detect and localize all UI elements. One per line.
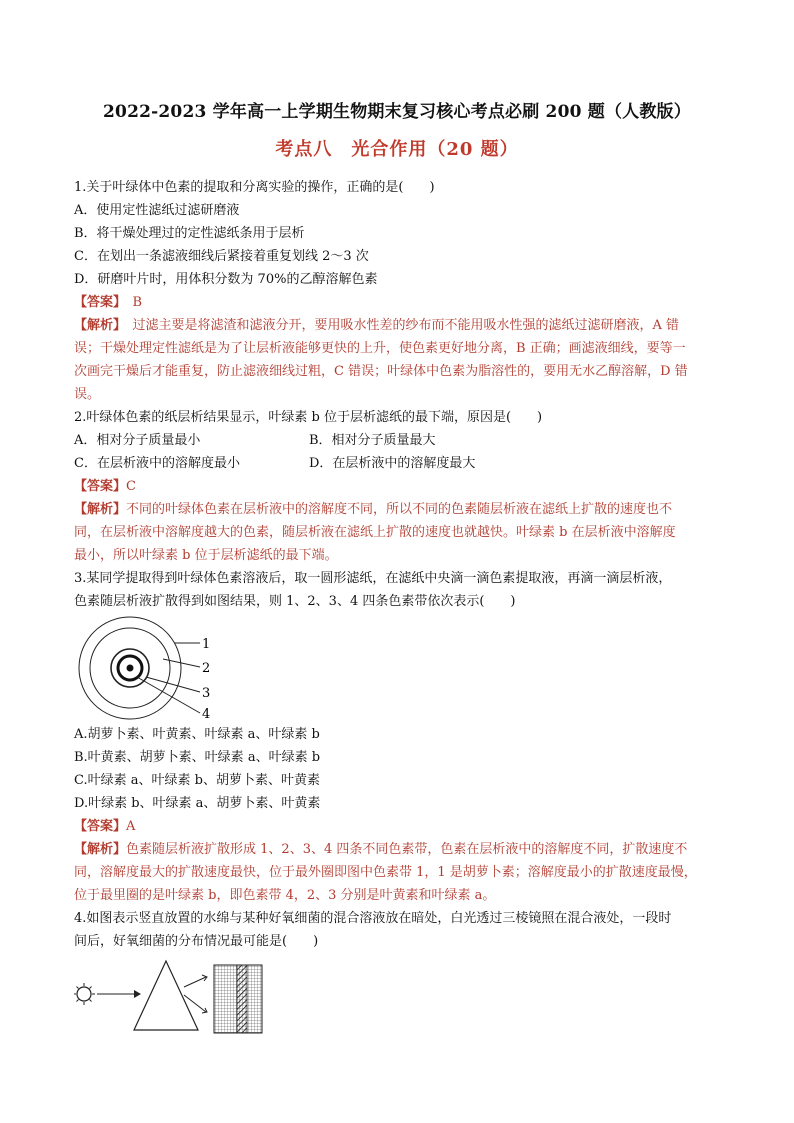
option-d: D．研磨叶片时，用体积分数为 70%的乙醇溶解色素 <box>74 272 378 287</box>
figure-label-2: 2 <box>202 661 211 676</box>
option-a: A．使用定性滤纸过滤研磨液 <box>74 203 240 218</box>
spirogyra-strip <box>237 965 247 1033</box>
page-title: 2022-2023 学年高一上学期生物期末复习核心考点必刷 200 题（人教版） <box>103 102 691 122</box>
answer-tag: 【答案】 <box>74 819 127 834</box>
chromatography-figure <box>74 613 724 723</box>
option-b: B.叶黄素、胡萝卜素、叶绿素 a、叶绿素 b <box>74 750 321 765</box>
analysis-line: 最小，所以叶绿素 b 位于层析滤纸的最下端。 <box>74 548 338 563</box>
dispersed-ray <box>184 977 206 987</box>
page-subtitle: 考点八 光合作用（20 题） <box>275 139 519 160</box>
concentric-rings-diagram <box>74 613 244 723</box>
option-d: D．在层析液中的溶解度最大 <box>309 456 476 471</box>
question-4 <box>74 907 724 1037</box>
prism-light-diagram <box>74 957 304 1035</box>
answer-row <box>74 475 724 498</box>
question-stem: 2.叶绿体色素的纸层析结果显示，叶绿素 b 位于层析滤纸的最下端，原因是( ) <box>74 410 543 425</box>
analysis-line: 【解析】色素随层析液扩散形成 1、2、3、4 四条不同色素带，色素在层析液中的溶解度不同，扩散速度不 <box>74 842 688 857</box>
answer-tag: 【答案】 <box>74 295 120 310</box>
option-c: C．在划出一条滤液细线后紧接着重复划线 2～3 次 <box>74 249 369 264</box>
analysis-tag: 【解析】 <box>74 842 127 857</box>
question-1 <box>74 176 724 406</box>
analysis-line: 【解析】不同的叶绿体色素在层析液中的溶解度不同，所以不同的色素随层析液在滤纸上扩散的速度也不 <box>74 502 673 517</box>
option-b: B．相对分子质量最大 <box>309 433 436 448</box>
arrow-head-icon <box>134 990 141 998</box>
options-row <box>74 452 724 475</box>
question-2 <box>74 406 724 567</box>
analysis-line: 误。 <box>74 387 101 402</box>
analysis-line: 位于最里圈的是叶绿素 b，即色素带 4，2、3 分别是叶黄素和叶绿素 a。 <box>74 888 496 903</box>
answer-row <box>74 815 724 838</box>
analysis-line: 同，溶解度最大的扩散速度最快，位于最外圈即图中色素带 1，1 是胡萝卜素；溶解度最小的扩散速度最慢， <box>74 865 697 880</box>
figure-label-1: 1 <box>202 637 211 652</box>
analysis-tag: 【解析】 <box>74 502 127 517</box>
analysis-line: 同，在层析液中溶解度越大的色素，随层析液在滤纸上扩散的速度也就越快。叶绿素 b 在层析液中溶解度 <box>74 525 676 540</box>
option-b: B．将干燥处理过的定性滤纸条用于层析 <box>74 226 305 241</box>
prism-figure <box>74 957 724 1037</box>
prism-triangle <box>134 961 198 1030</box>
analysis-line: 【解析】 过滤主要是将滤渣和滤液分开，要用吸水性差的纱布而不能用吸水性强的滤纸过滤研磨液，A 错 <box>74 318 680 333</box>
option-a: A．相对分子质量最小 <box>74 433 201 448</box>
figure-label-3: 3 <box>202 686 211 701</box>
leader-line-3 <box>146 677 200 692</box>
question-stem: 3.某同学提取得到叶绿体色素溶液后，取一圆形滤纸，在滤纸中央滴一滴色素提取液，再滴一滴层析液， <box>74 571 672 586</box>
dispersed-ray <box>184 995 206 1012</box>
answer-value: A <box>126 819 136 834</box>
answer-row <box>74 291 724 314</box>
option-c: C.叶绿素 a、叶绿素 b、胡萝卜素、叶黄素 <box>74 773 320 788</box>
leader-line-4 <box>137 677 200 713</box>
center-spot <box>127 665 134 672</box>
question-3 <box>74 567 724 907</box>
leader-line-2 <box>163 659 200 667</box>
sun-icon <box>74 983 95 1005</box>
question-list <box>74 176 724 1037</box>
option-d: D.叶绿素 b、叶绿素 a、胡萝卜素、叶黄素 <box>74 796 321 811</box>
answer-value: B <box>119 295 143 310</box>
question-stem: 色素随层析液扩散得到如图结果，则 1、2、3、4 四条色素带依次表示( ) <box>74 594 516 609</box>
option-a: A.胡萝卜素、叶黄素、叶绿素 a、叶绿素 b <box>74 727 320 742</box>
figure-label-4: 4 <box>202 707 211 722</box>
analysis-tag: 【解析】 <box>74 318 120 333</box>
question-stem: 间后，好氧细菌的分布情况最可能是( ) <box>74 934 319 949</box>
analysis-line: 次画完干燥后才能重复，防止滤液细线过粗，C 错误；叶绿体中色素为脂溶性的，要用无水乙醇溶解，D 错 <box>74 364 688 379</box>
option-c: C．在层析液中的溶解度最小 <box>74 456 240 471</box>
analysis-line: 误；干燥处理定性滤纸是为了让层析液能够更快的上升，使色素更好地分离，B 正确；画滤液细线，要等一 <box>74 341 686 356</box>
question-stem: 4.如图表示竖直放置的水绵与某种好氧细菌的混合溶液放在暗处，白光透过三棱镜照在混合液处，一段时 <box>74 911 672 926</box>
answer-tag: 【答案】 <box>74 479 127 494</box>
answer-value: C <box>126 479 136 494</box>
options-row <box>74 429 724 452</box>
question-stem: 1.关于叶绿体中色素的提取和分离实验的操作，正确的是( ) <box>74 180 435 195</box>
